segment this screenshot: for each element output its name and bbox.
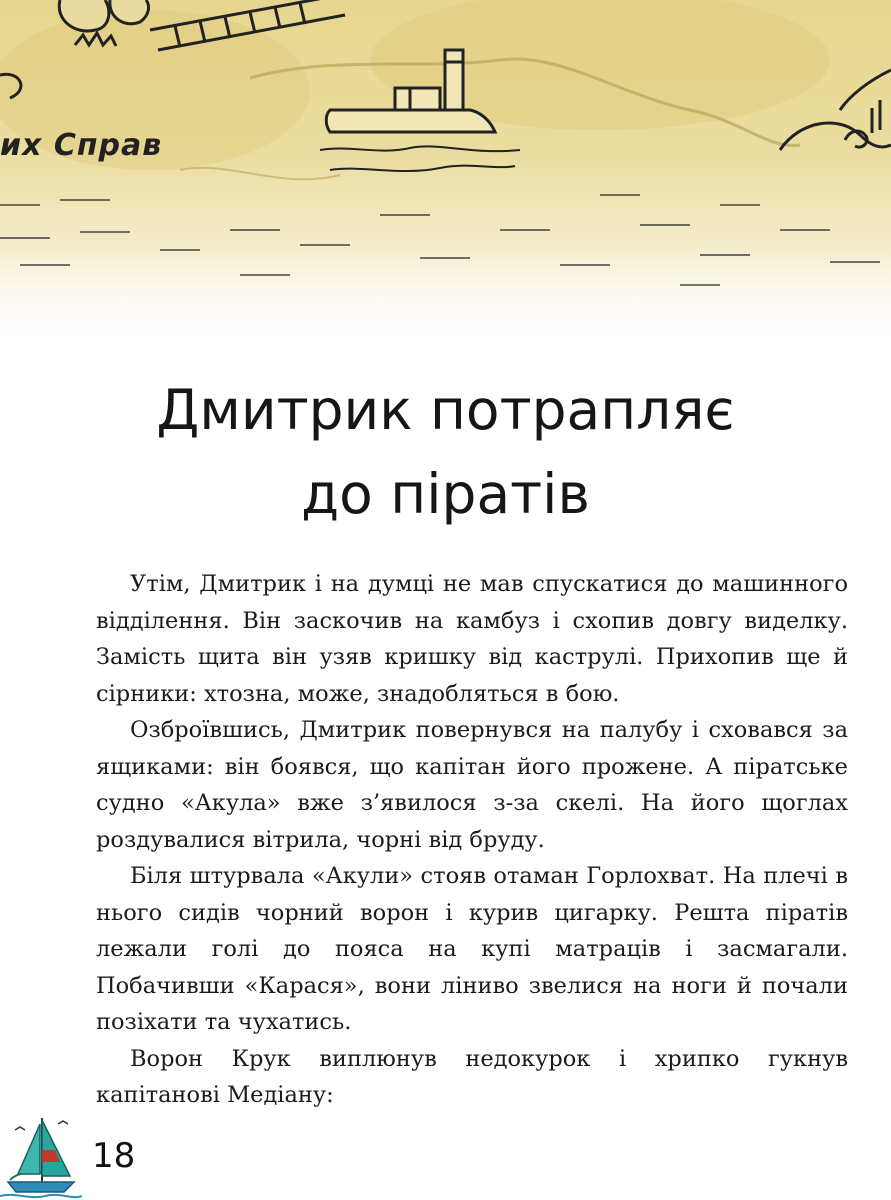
sailboat-icon <box>0 1110 82 1200</box>
paragraph-1: Утім, Дмитрик і на думці не мав спускатися до машинного відділення. Він заскочив на камбуз і схопив довгу виделку. Замість щита він узяв кришку від каструлі. Прихопив ще й сірники: хтозна, може, знадобляться в бою. <box>96 571 848 707</box>
treasure-map-illustration <box>0 0 891 340</box>
page-number: 18 <box>92 1136 136 1176</box>
chapter-title-line-1: Дмитрик потрапляє <box>156 378 735 442</box>
paragraph-2: Озброївшись, Дмитрик повернувся на палубу і сховався за ящиками: він боявся, що капітан його прожене. А піратське судно «Акула» вже з’явилося з-за скелі. На його щоглах роздувалися вітрила, чорні від бруду. <box>96 717 848 853</box>
map-label: их Справ <box>0 128 163 163</box>
map-water-icon <box>320 146 520 171</box>
paragraph-3: Біля штурвала «Акули» стояв отаман Горлохват. На плечі в нього сидів чорний ворон і курив цигарку. Решта піратів лежали голі до пояса на купі матраців і засмагали. Побачивши «Карася», вони ліниво звелися на ноги й почали позіхати та чухатись. <box>96 863 848 1035</box>
chapter-title-line-2: до піратів <box>301 462 590 526</box>
map-banner <box>0 0 891 340</box>
chapter-title <box>0 368 891 536</box>
paragraph-4: Ворон Крук виплюнув недокурок і хрипко гукнув капітанові Медіану: <box>96 1045 848 1108</box>
chapter-body <box>96 566 848 1114</box>
